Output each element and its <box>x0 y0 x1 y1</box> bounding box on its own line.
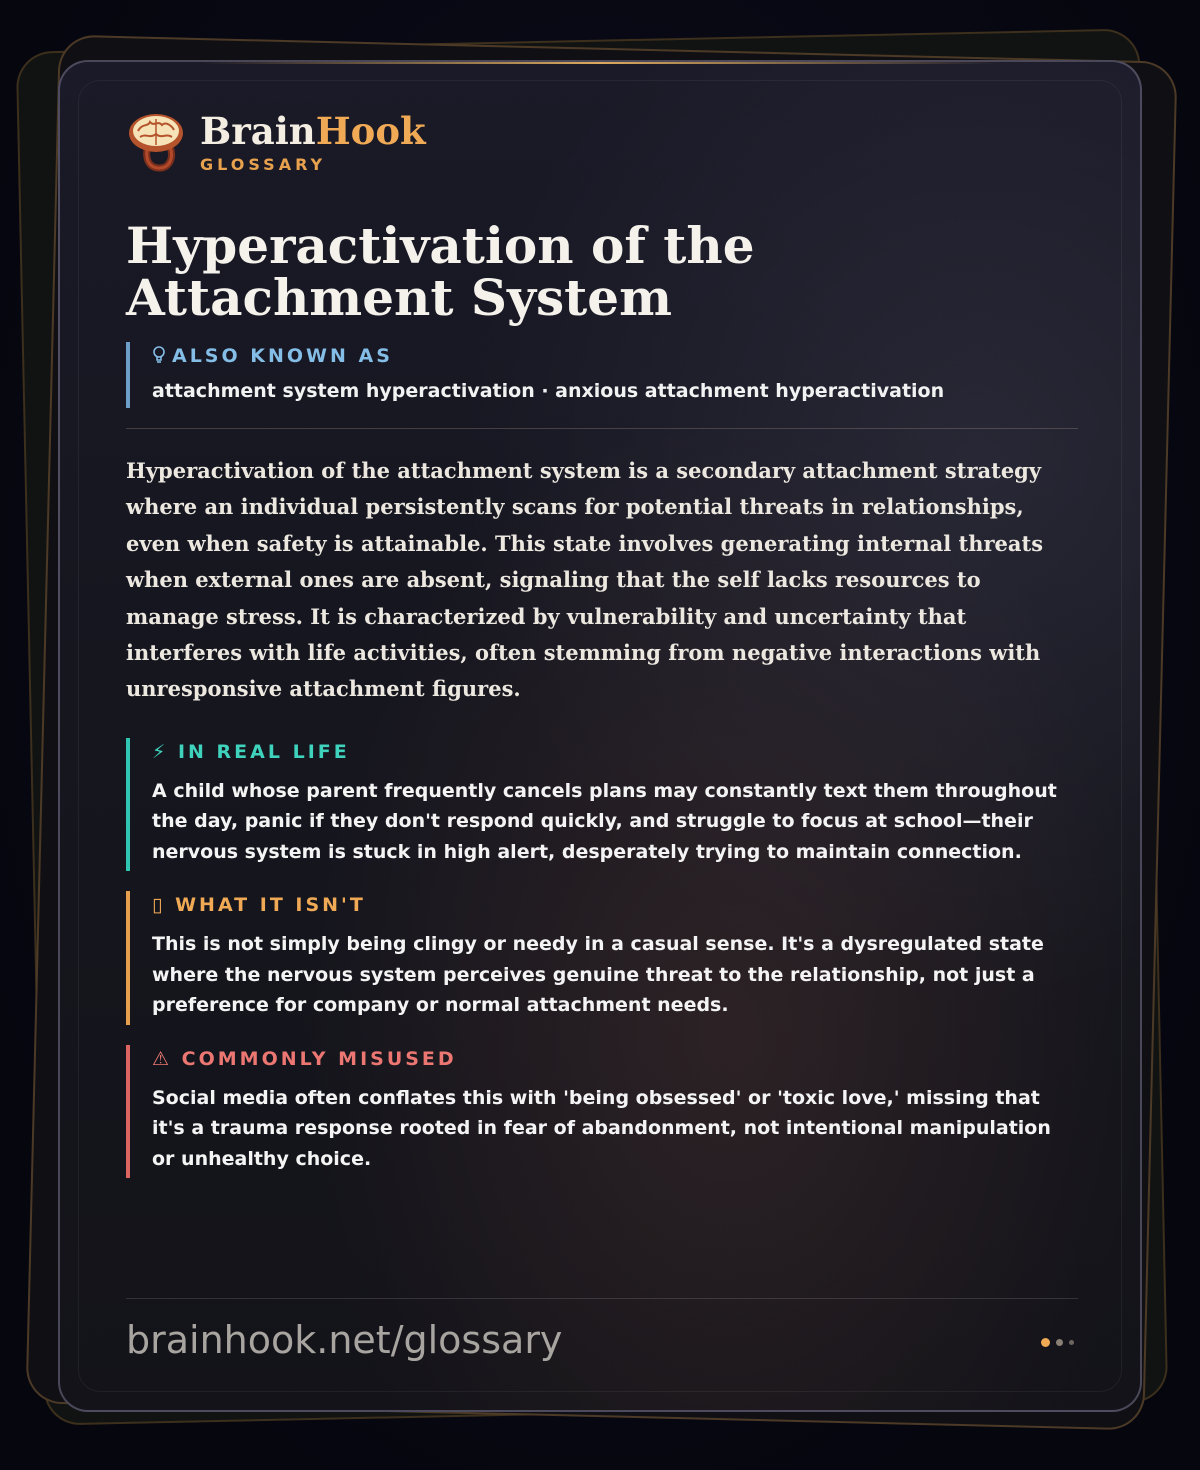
what-it-isnt-callout <box>126 891 1078 1025</box>
commonly-misused-text: Social media often conflates this with 'being obsessed' or 'toxic love,' missing that it's a trauma response rooted in fear of abandonment, not intentional manipulation or unhealthy choice. <box>152 1086 1051 1170</box>
footer-url: brainhook.net/glossary <box>126 1318 563 1362</box>
what-it-isnt-text: This is not simply being clingy or needy in a casual sense. It's a dysregulated state where the nervous system perceives genuine threat to the relationship, not just a preference for company or normal attachment needs. <box>152 933 1044 1017</box>
pagination-dot <box>1056 1339 1063 1346</box>
term-title: Hyperactivation of the Attachment System <box>126 216 755 327</box>
pagination-dot <box>1069 1340 1074 1345</box>
also-known-as-text: attachment system hyperactivation · anxious attachment hyperactivation <box>152 380 945 402</box>
commonly-misused-label-text: COMMONLY MISUSED <box>181 1047 457 1070</box>
definition-text: Hyperactivation of the attachment system is a secondary attachment strategy where an individual persistently scans for potential threats in relationships, even when safety is attainable. This state involves generating internal threats when external ones are absent, signaling that the self lacks resources to manage stress. It is characterized by vulnerability and uncertainty that interferes with life activities, often stemming from negative interactions with unresponsive attachment figures. <box>126 458 1044 702</box>
pagination-dots <box>1041 1338 1074 1347</box>
pagination-dot-active <box>1041 1338 1050 1347</box>
section-divider <box>126 428 1078 429</box>
what-it-isnt-label-text: WHAT IT ISN'T <box>175 894 366 917</box>
also-known-as-section <box>126 342 1078 408</box>
missing-glyph-icon: ▯ <box>152 894 166 917</box>
in-real-life-text: A child whose parent frequently cancels plans may constantly text them throughout the day, panic if they don't respond quickly, and struggle to focus at school—their nervous system is stuck in high alert, desperately trying to maintain connection. <box>152 779 1057 863</box>
brand-name-part1: Brain <box>200 108 316 153</box>
card-top-highlight <box>200 62 1000 64</box>
brand-name <box>200 108 426 153</box>
in-real-life-label-text: IN REAL LIFE <box>177 740 350 763</box>
lightning-icon: ⚡ <box>152 740 169 763</box>
in-real-life-callout <box>126 738 1078 872</box>
in-real-life-label <box>152 740 1078 764</box>
commonly-misused-callout <box>126 1045 1078 1179</box>
glossary-card <box>58 60 1142 1412</box>
brand-subtitle: GLOSSARY <box>200 154 327 174</box>
lightbulb-icon <box>152 345 166 365</box>
also-known-as-label <box>152 344 1078 368</box>
brand-header <box>126 102 1078 182</box>
footer-divider <box>126 1298 1078 1299</box>
brand-text <box>200 108 426 174</box>
brain-hook-icon <box>126 111 186 173</box>
what-it-isnt-label <box>152 893 1078 917</box>
warning-icon: ⚠ <box>152 1047 173 1070</box>
commonly-misused-label <box>152 1047 1078 1071</box>
also-known-as-label-text: ALSO KNOWN AS <box>172 345 393 367</box>
card-content <box>126 102 1078 1178</box>
brand-name-part2: Hook <box>315 108 426 153</box>
